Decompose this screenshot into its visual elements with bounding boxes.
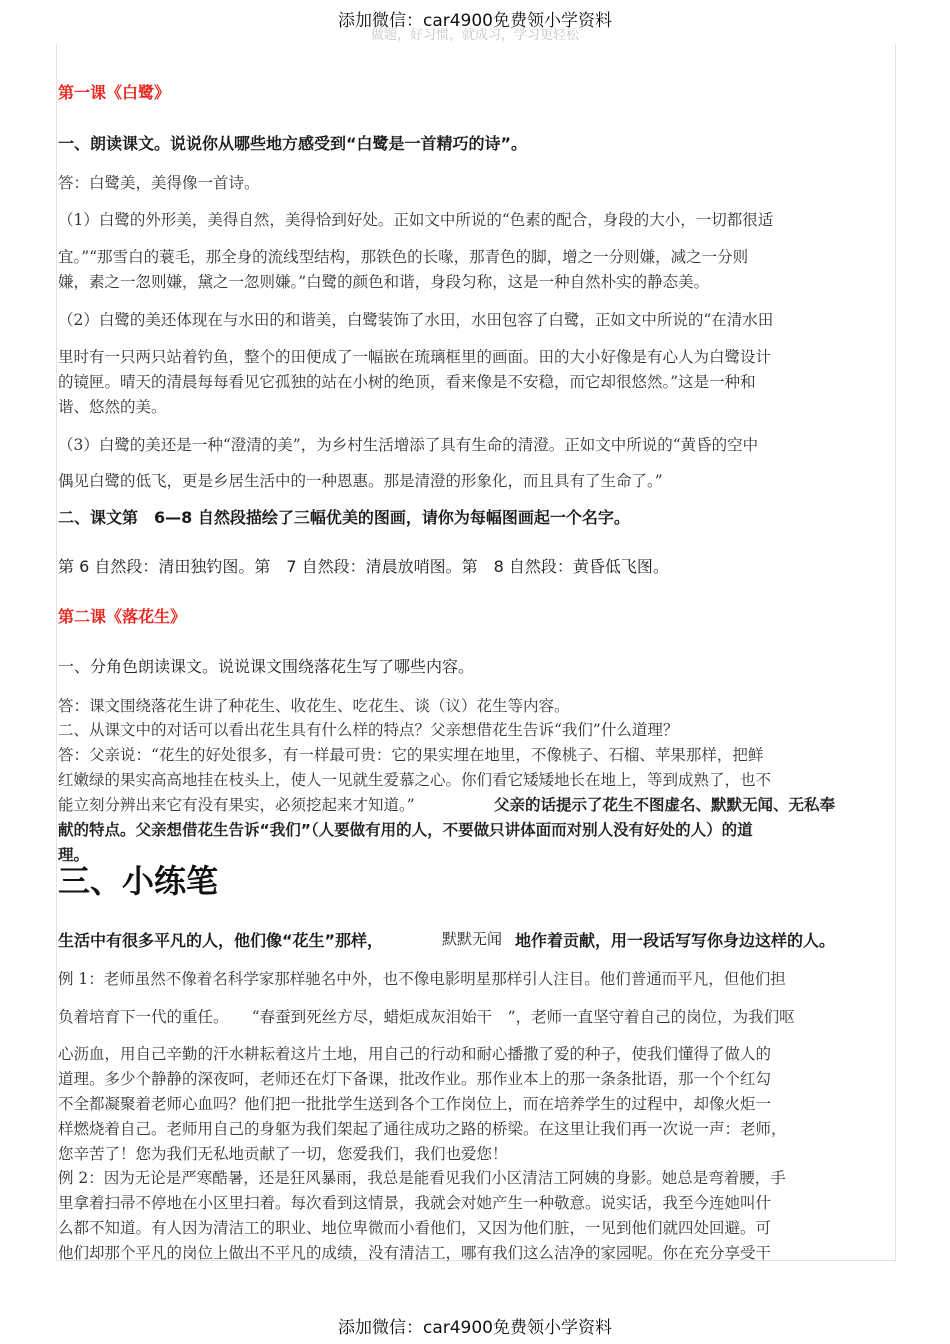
section3-prompt-part1: 生活中有很多平凡的人，他们像“花生”那样，: [58, 931, 384, 950]
example2-line3: 么都不知道。有人因为清洁工的职业、地位卑微而小看他们，又因为他们脏，一见到他们就四处回避。可: [58, 1219, 772, 1237]
section3-title: 三、小练笔: [58, 862, 219, 900]
lesson1-question2: 二、课文第 6—8 自然段描绘了三幅优美的图画，请你为每幅图画起一个名字。: [58, 508, 630, 527]
lesson1-p1-line3: 嫌，素之一忽则嫌，黛之一忽则嫌。”白鹭的颜色和谐，身段匀称，这是一种自然朴实的静态美。: [58, 273, 710, 291]
faded-header-line: 做题，好习惯，就成习，学习更轻松: [370, 28, 579, 43]
watermark-banner-top: 添加微信：car4900免费领小学资料: [337, 11, 613, 31]
example2-line2: 里拿着扫帚不停地在小区里扫着。每次看到这情景，我就会对她产生一种敬意。说实话，我至今连她叫什: [58, 1194, 772, 1212]
lesson1-answer2: 第 6 自然段：清田独钓图。第 7 自然段：清晨放哨图。第 8 自然段：黄昏低飞图。: [58, 557, 669, 576]
lesson2-answer2-line1: 答：父亲说：“花生的好处很多，有一样最可贵：它的果实埋在地里，不像桃子、石榴、苹果那样，把鲜: [58, 746, 764, 764]
lesson2-answer2-line3: 能立刻分辨出来它有没有果实，必须挖起来才知道。”: [58, 796, 415, 814]
lesson1-answer-intro: 答：白鹭美，美得像一首诗。: [58, 174, 260, 192]
lesson1-p2-line2: 里时有一只两只站着钓鱼，整个的田便成了一幅嵌在琉璃框里的画面。田的大小好像是有心人为白鹭设计: [58, 348, 772, 366]
lesson1-p2-line4: 谐、悠然的美。: [58, 398, 167, 416]
section3-prompt-part2: 地作着贡献，用一段话写写你身边这样的人。: [515, 931, 836, 950]
lesson1-p3-line2: 偶见白鹭的低飞，更是乡居生活中的一种恩惠。那是清澄的形象化，而且具有了生命了。”: [58, 472, 663, 490]
watermark-banner-bottom: 添加微信：car4900免费领小学资料: [337, 1318, 613, 1338]
lesson1-p1-line1: （1）白鹭的外形美，美得自然，美得恰到好处。正如文中所说的“色素的配合，身段的大小，一切都很适: [58, 211, 774, 229]
lesson2-answer2-bold-line2: 献的特点。父亲想借花生告诉“我们”（人要做有用的人，不要做只讲体面而对别人没有好处的人）的道: [58, 821, 753, 839]
example2-line4: 他们却那个平凡的岗位上做出不平凡的成绩，没有清洁工，哪有我们这么洁净的家园呢。你在充分享受干: [58, 1244, 772, 1262]
lesson1-p2-line1: （2）白鹭的美还体现在与水田的和谐美，白鹭装饰了水田，水田包容了白鹭，正如文中所说的“在清水田: [58, 311, 774, 329]
lesson1-title: 第一课《白鹭》: [58, 83, 171, 102]
lesson1-p3-line1: （3）白鹭的美还是一种“澄清的美”，为乡村生活增添了具有生命的清澄。正如文中所说的“黄昏的空中: [58, 436, 759, 454]
lesson2-question1: 一、分角色朗读课文。说说课文围绕落花生写了哪些内容。: [58, 657, 475, 676]
lesson2-title: 第二课《落花生》: [58, 607, 187, 626]
lesson1-p1-line2: 宜。”“那雪白的蓑毛，那全身的流线型结构，那铁色的长喙，那青色的脚，增之一分则嫌，减之一分则: [58, 248, 749, 266]
section3-prompt-mid: 默默无闻: [442, 930, 503, 948]
lesson2-question2: 二、从课文中的对话可以看出花生具有什么样的特点？父亲想借花生告诉“我们”什么道理？: [58, 721, 679, 739]
lesson1-p2-line3: 的镜匣。晴天的清晨每每看见它孤独的站在小树的绝顶，看来像是不安稳，而它却很悠然。”这是一种和: [58, 373, 756, 391]
example1-line1: 例 1：老师虽然不像着名科学家那样驰名中外，也不像电影明星那样引人注目。他们普通而平凡，但他们担: [58, 970, 786, 988]
example1-line4: 道理。多少个静静的深夜呵，老师还在灯下备课，批改作业。那作业本上的那一条条批语，那一个个红勾: [58, 1070, 772, 1088]
example2-line1: 例 2：因为无论是严寒酷暑，还是狂风暴雨，我总是能看见我们小区清洁工阿姨的身影。她总是弯着腰，手: [58, 1169, 786, 1187]
lesson2-answer2-bold-line1: 父亲的话提示了花生不图虚名、默默无闻、无私奉: [494, 796, 836, 814]
example1-line7: 您辛苦了！您为我们无私地贡献了一切，您爱我们，我们也爱您！: [58, 1145, 508, 1163]
example1-line6: 样燃烧着自己。老师用自己的身躯为我们架起了通往成功之路的桥梁。在这里让我们再一次说一声：老师，: [58, 1120, 787, 1138]
lesson2-answer2-bold-line3: 理。: [58, 846, 90, 864]
example1-line5: 不全都凝聚着老师心血吗？他们把一批批学生送到各个工作岗位上，而在培养学生的过程中，却像火炬一: [58, 1095, 772, 1113]
lesson2-answer2-line2: 红嫩绿的果实高高地挂在枝头上，使人一见就生爱慕之心。你们看它矮矮地长在地上，等到成熟了，也不: [58, 771, 772, 789]
example1-line2: 负着培育下一代的重任。 “春蚕到死丝方尽，蜡炬成灰泪始干 ”，老师一直坚守着自己的岗位，为我们呕: [58, 1008, 795, 1026]
example1-line3: 心沥血，用自己辛勤的汗水耕耘着这片土地，用自己的行动和耐心播撒了爱的种子，使我们懂得了做人的: [58, 1045, 772, 1063]
lesson2-answer1: 答：课文围绕落花生讲了种花生、收花生、吃花生、谈（议）花生等内容。: [58, 697, 570, 715]
lesson1-question1: 一、朗读课文。说说你从哪些地方感受到“白鹭是一首精巧的诗”。: [58, 134, 528, 153]
